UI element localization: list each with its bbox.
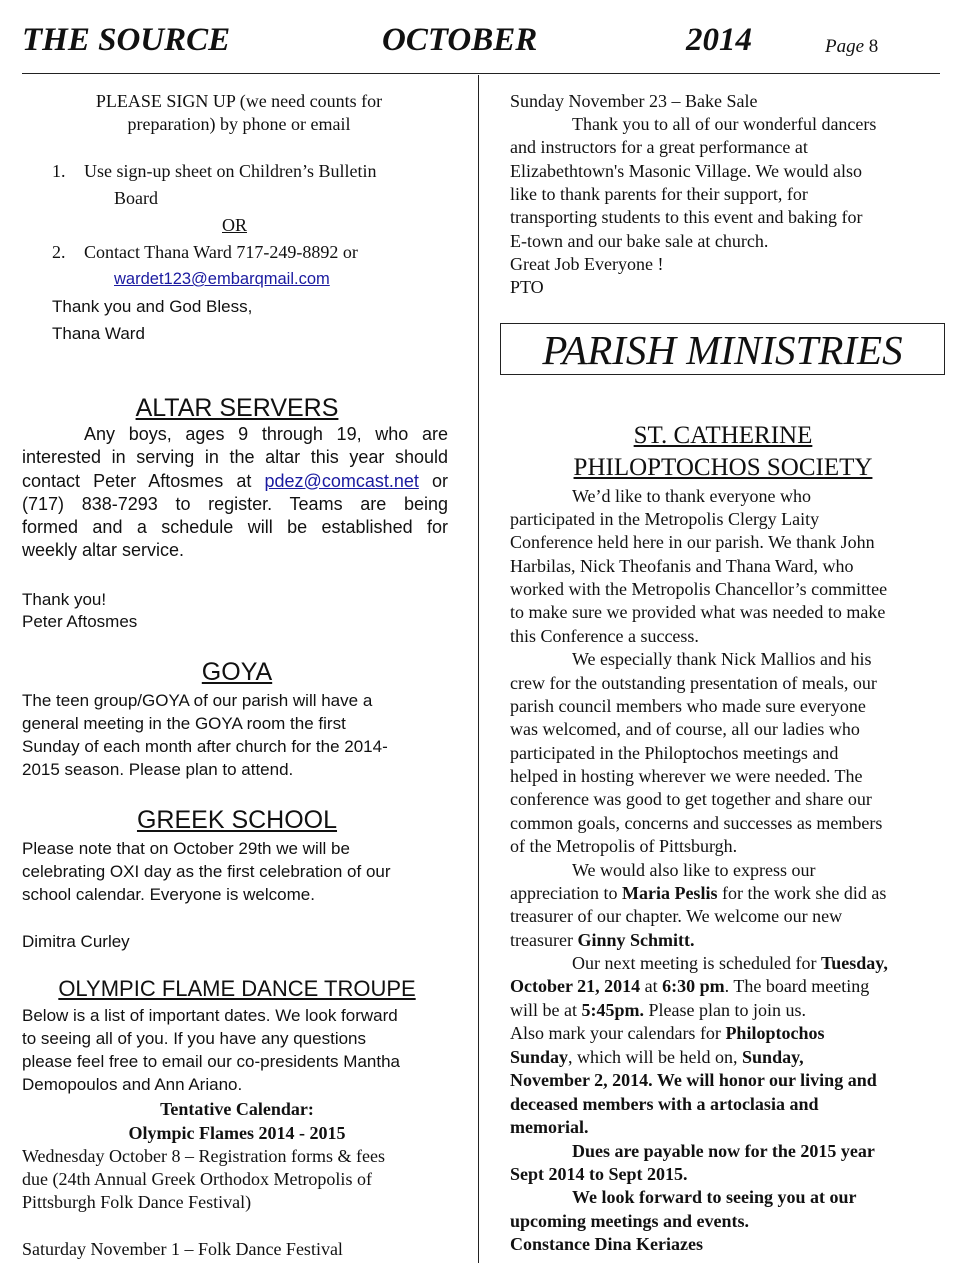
signup-item-1-text: Use sign-up sheet on Children’s Bulletin xyxy=(84,161,377,181)
altar-signature: Peter Aftosmes xyxy=(22,612,138,631)
dance-line-2: to seeing all of you. If you have any questions xyxy=(22,1029,367,1048)
altar-line-2: interested in serving in the altar this year should xyxy=(22,447,448,468)
issue-year: 2014 xyxy=(686,22,752,58)
philo-p4-line-2b: at xyxy=(640,976,663,996)
signup-item-1-number: 1. xyxy=(52,161,66,181)
signup-line-2: preparation) by phone or email xyxy=(127,114,351,134)
philo-signature: Constance Dina Keriazes xyxy=(510,1234,703,1254)
greek-school-line-1: Please note that on October 29th we will be xyxy=(22,839,350,858)
bake-line-3: and instructors for a great performance at xyxy=(510,137,808,157)
altar-line-6: weekly altar service. xyxy=(22,540,185,561)
philo-p3-line-1: We would also like to express our xyxy=(572,860,816,880)
bake-line-8: Great Job Everyone ! xyxy=(510,254,664,274)
signup-item-2-number: 2. xyxy=(52,242,66,262)
publication-title: THE SOURCE xyxy=(22,22,231,58)
dance-event-line-1: Wednesday October 8 – Registration forms & fees xyxy=(22,1146,385,1166)
philo-p3-line-3: treasurer of our chapter. We welcome our new xyxy=(510,906,843,926)
philo-p5-sunday: Sunday xyxy=(510,1047,569,1067)
philo-p5-line-4: deceased members with a artoclasia and xyxy=(510,1094,819,1114)
signup-or: OR xyxy=(222,215,248,235)
greek-school-signature: Dimitra Curley xyxy=(22,932,130,951)
philo-dues-line-2: Sept 2014 to Sept 2015. xyxy=(510,1164,688,1184)
bake-line-2: Thank you to all of our wonderful dancers xyxy=(572,114,877,134)
philo-p1-line-1: We’d like to thank everyone who xyxy=(572,486,811,506)
philoptochos-heading-2: PHILOPTOCHOS SOCIETY xyxy=(573,454,873,481)
philo-p2-line-6: helped in hosting wherever we were needed. The xyxy=(510,766,863,786)
altar-line-3 xyxy=(22,470,448,493)
dance-event-last: Saturday November 1 – Folk Dance Festival xyxy=(22,1239,343,1259)
philo-p2-line-7: conference was good to get together and share our xyxy=(510,789,872,809)
dance-event-line-3: Pittsburgh Folk Dance Festival) xyxy=(22,1192,252,1212)
philo-meeting-time: 6:30 pm xyxy=(662,976,725,996)
philo-p3-line-2a: appreciation to xyxy=(510,883,622,903)
dance-event-line-2: due (24th Annual Greek Orthodox Metropolis of xyxy=(22,1169,372,1189)
dance-calendar-subtitle: Olympic Flames 2014 - 2015 xyxy=(128,1123,346,1143)
philo-p5-line-1a: Also mark your calendars for xyxy=(510,1023,726,1043)
philo-name-maria-peslis: Maria Peslis xyxy=(621,883,718,903)
philo-p4-line-3c: Please plan to join us. xyxy=(643,1000,806,1020)
philo-p1-line-5: worked with the Metropolis Chancellor’s committee xyxy=(510,579,888,599)
parish-ministries-title: PARISH MINISTRIES xyxy=(542,327,903,373)
philo-p3-line-4a: treasurer xyxy=(510,930,578,950)
altar-line-4: (717) 838-7293 to register. Teams are being xyxy=(22,493,448,514)
altar-line-1: Any boys, ages 9 through 19, who are xyxy=(84,424,448,444)
philo-p5-line-3: November 2, 2014. We will honor our living and xyxy=(510,1070,877,1090)
dance-line-1: Below is a list of important dates. We look forward xyxy=(22,1006,398,1025)
signup-item-1-text-cont: Board xyxy=(114,188,158,208)
philo-p5-line-2 xyxy=(510,1046,804,1069)
philo-p1-line-4: Harbilas, Nick Theofanis and Thana Ward, who xyxy=(510,556,854,576)
greek-school-line-3: school calendar. Everyone is welcome. xyxy=(22,885,315,904)
philo-p4-line-2 xyxy=(510,975,869,998)
signup-signature: Thana Ward xyxy=(52,324,145,343)
issue-month: OCTOBER xyxy=(382,22,538,58)
philo-p4-line-1 xyxy=(572,952,888,975)
dance-calendar-title: Tentative Calendar: xyxy=(160,1099,314,1119)
goya-line-3: Sunday of each month after church for the 2014- xyxy=(22,737,388,756)
philo-p2-line-3: parish council members who made sure everyone xyxy=(510,696,866,716)
philo-p1-line-2: participated in the Metropolis Clergy Laity xyxy=(510,509,820,529)
philo-meeting-date: October 21, 2014 xyxy=(510,976,641,996)
philo-p5-philoptochos: Philoptochos xyxy=(725,1023,825,1043)
philo-p3-line-4 xyxy=(510,929,695,952)
philo-p1-line-3: Conference held here in our parish. We thank John xyxy=(510,532,875,552)
bake-line-4: Elizabethtown's Masonic Village. We would also xyxy=(510,161,862,181)
philo-name-ginny-schmitt: Ginny Schmitt. xyxy=(577,930,695,950)
goya-line-1: The teen group/GOYA of our parish will have a xyxy=(22,691,373,710)
philo-p2-line-4: was welcomed, and of course, all our ladies who xyxy=(510,719,860,739)
header-rule xyxy=(22,73,940,74)
goya-line-4: 2015 season. Please plan to attend. xyxy=(22,760,294,779)
altar-email-link[interactable]: pdez@comcast.net xyxy=(264,470,419,491)
dance-line-3: please feel free to email our co-presidents Mantha xyxy=(22,1052,400,1071)
bake-line-6: transporting students to this event and baking for xyxy=(510,207,863,227)
philo-meeting-day: Tuesday, xyxy=(820,953,888,973)
philo-p4-line-3 xyxy=(510,999,806,1022)
philo-dues-line-1: Dues are payable now for the 2015 year xyxy=(572,1141,875,1161)
philo-p5-line-2b: , which will be held on, xyxy=(568,1047,743,1067)
philo-p3-line-2 xyxy=(510,882,886,905)
bake-line-1: Sunday November 23 – Bake Sale xyxy=(510,91,758,111)
goya-heading: GOYA xyxy=(201,658,273,686)
page-label: Page xyxy=(825,36,865,57)
altar-thanks: Thank you! xyxy=(22,590,107,609)
column-divider xyxy=(478,75,479,1263)
page-number: 8 xyxy=(868,36,879,57)
signup-line-1: PLEASE SIGN UP (we need counts for xyxy=(95,91,383,111)
philo-p3-line-2b: for the work she did as xyxy=(717,883,887,903)
signup-thanks: Thank you and God Bless, xyxy=(52,297,253,316)
dance-line-4: Demopoulos and Ann Ariano. xyxy=(22,1075,243,1094)
philo-p4-line-3a: will be at xyxy=(510,1000,582,1020)
philo-board-time: 5:45pm. xyxy=(581,1000,644,1020)
bake-line-5: like to thank parents for their support, for xyxy=(510,184,808,204)
philo-p2-line-9: of the Metropolis of Pittsburgh. xyxy=(510,836,738,856)
altar-line-3-text: contact Peter Aftosmes at xyxy=(22,470,265,491)
goya-line-2: general meeting in the GOYA room the first xyxy=(22,714,346,733)
philo-closing-line-1: We look forward to seeing you at our xyxy=(572,1187,857,1207)
philo-p1-line-6: to make sure we provided what was needed to make xyxy=(510,602,886,622)
signup-email-link[interactable]: wardet123@embarqmail.com xyxy=(114,270,330,288)
altar-servers-body xyxy=(22,423,448,563)
signup-item-2-text: Contact Thana Ward 717-249-8892 or xyxy=(84,242,358,262)
page-indicator xyxy=(825,36,878,58)
philo-p2-line-1: We especially thank Nick Mallios and his xyxy=(572,649,872,669)
philo-p4-line-1a: Our next meeting is scheduled for xyxy=(572,953,821,973)
philo-p5-line-1 xyxy=(510,1022,824,1045)
greek-school-heading: GREEK SCHOOL xyxy=(136,806,338,834)
bake-line-7: E-town and our bake sale at church. xyxy=(510,231,769,251)
greek-school-line-2: celebrating OXI day as the first celebration of our xyxy=(22,862,391,881)
philo-p5-line-5: memorial. xyxy=(510,1117,589,1137)
altar-line-3-end: or xyxy=(418,470,448,491)
altar-servers-heading: ALTAR SERVERS xyxy=(135,394,339,422)
bake-line-9: PTO xyxy=(510,277,544,297)
altar-line-5: formed and a schedule will be established for xyxy=(22,517,448,538)
philo-p2-line-2: crew for the outstanding presentation of meals, our xyxy=(510,673,877,693)
philo-p4-line-2d: . The board meeting xyxy=(724,976,870,996)
philo-p2-line-8: common goals, concerns and successes as members xyxy=(510,813,883,833)
philo-closing-line-2: upcoming meetings and events. xyxy=(510,1211,750,1231)
philo-p2-line-5: participated in the Philoptochos meetings and xyxy=(510,743,839,763)
dance-troupe-heading: OLYMPIC FLAME DANCE TROUPE xyxy=(58,976,416,1001)
philo-p1-line-7: this Conference a success. xyxy=(510,626,699,646)
philo-p5-sunday-2: Sunday, xyxy=(742,1047,804,1067)
philoptochos-heading-1: ST. CATHERINE xyxy=(633,422,813,449)
